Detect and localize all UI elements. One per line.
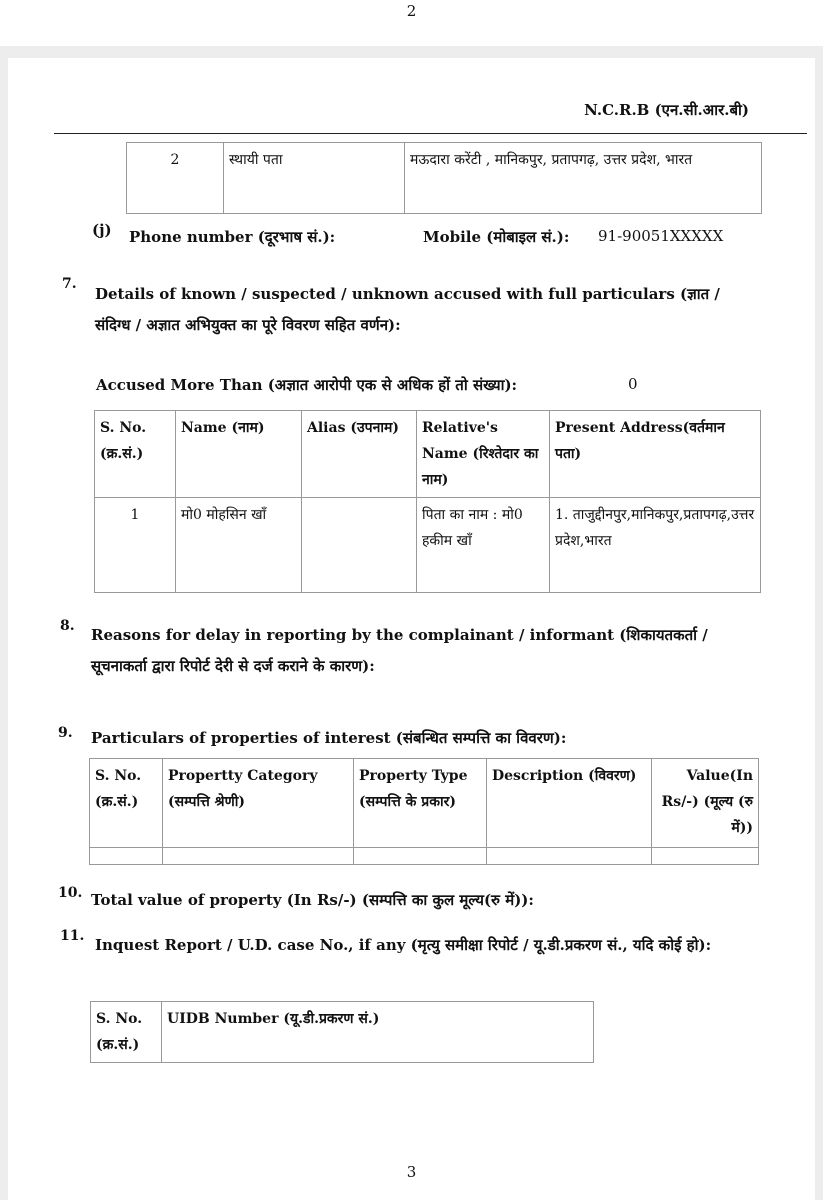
page-number: 3 [406,1163,417,1181]
prop-empty-cell [652,848,759,865]
col-address-header: Present Address(वर्तमान पता) [550,411,761,498]
accused-sno: 1 [95,498,176,593]
section-8-number: 8. [60,618,75,634]
phone-label: Phone number (दूरभाष सं.): [129,228,336,246]
table-row [90,848,759,865]
accused-alias [302,498,417,593]
section-8-title: Reasons for delay in reporting by the complainant / informant (शिकायतकर्ता / सूचनाकर्ता द्वारा रिपोर्ट देरी से दर्ज कराने के कारण): [91,626,708,675]
prop-empty-cell [90,848,163,865]
table-header-row [90,759,759,848]
property-table [89,758,759,865]
accused-table [94,410,761,593]
col-alias-header: Alias (उपनाम) [302,411,417,498]
col-relative-header: Relative's Name (रिश्तेदार का नाम) [417,411,550,498]
mobile-label: Mobile (मोबाइल सं.): [423,228,570,246]
section-10-title: Total value of property (In Rs/-) (सम्पत्ति का कुल मूल्य(रु में)): [91,891,534,909]
col-sno-header: S. No. (क्र.सं.) [95,411,176,498]
section-10-number: 10. [58,885,83,901]
address-type: स्थायी पता [224,143,405,214]
section-7-title: Details of known / suspected / unknown accused with full particulars (ज्ञात / संदिग्ध / अज्ञात अभियुक्त का पूरे विवरण सहित वर्णन): [95,285,720,334]
accused-address: 1. ताजुद्दीनपुर,मानिकपुर,प्रतापगढ़,उत्तर प्रदेश,भारत [550,498,761,593]
accused-more-label: Accused More Than (अज्ञात आरोपी एक से अधिक हों तो संख्या): [96,376,518,394]
col-name-header: Name (नाम) [176,411,302,498]
previous-page-strip [0,0,823,46]
prop-col-sno-header: S. No. (क्र.सं.) [90,759,163,848]
accused-relative: पिता का नाम : मो0 हकीम खाँ [417,498,550,593]
ncrb-header: N.C.R.B (एन.सी.आर.बी) [584,101,749,119]
table-row [127,143,762,214]
prop-col-value-header: Value(In Rs/-) (मूल्य (रु में)) [652,759,759,848]
accused-more-value: 0 [628,375,638,393]
inquest-table [90,1001,594,1063]
address-value: मऊदारा करेंटी , मानिकपुर, प्रतापगढ़, उत्तर प्रदेश, भारत [405,143,762,214]
table-row [95,498,761,593]
table-header-row [95,411,761,498]
address-sno: 2 [127,143,224,214]
section-11-number: 11. [60,928,85,944]
prop-empty-cell [163,848,354,865]
phone-marker: (j) [92,221,112,239]
header-rule [54,133,807,134]
inquest-col-sno-header: S. No. (क्र.सं.) [91,1002,162,1063]
section-9-number: 9. [58,725,73,741]
inquest-col-uidb-header: UIDB Number (यू.डी.प्रकरण सं.) [162,1002,594,1063]
mobile-value: 91-90051XXXXX [598,227,724,245]
section-11-title: Inquest Report / U.D. case No., if any (मृत्यु समीक्षा रिपोर्ट / यू.डी.प्रकरण सं., यदि कोई हो): [95,936,712,954]
table-header-row [91,1002,594,1063]
accused-name: मो0 मोहसिन खाँ [176,498,302,593]
address-table [126,142,762,214]
document-page [8,58,815,1200]
prop-col-category-header: Propertty Category (सम्पत्ति श्रेणी) [163,759,354,848]
section-7-number: 7. [62,276,77,292]
prop-col-description-header: Description (विवरण) [487,759,652,848]
previous-page-number: 2 [406,2,417,20]
section-9-title: Particulars of properties of interest (संबन्धित सम्पत्ति का विवरण): [91,729,567,747]
prop-empty-cell [487,848,652,865]
prop-col-type-header: Property Type (सम्पत्ति के प्रकार) [354,759,487,848]
prop-empty-cell [354,848,487,865]
